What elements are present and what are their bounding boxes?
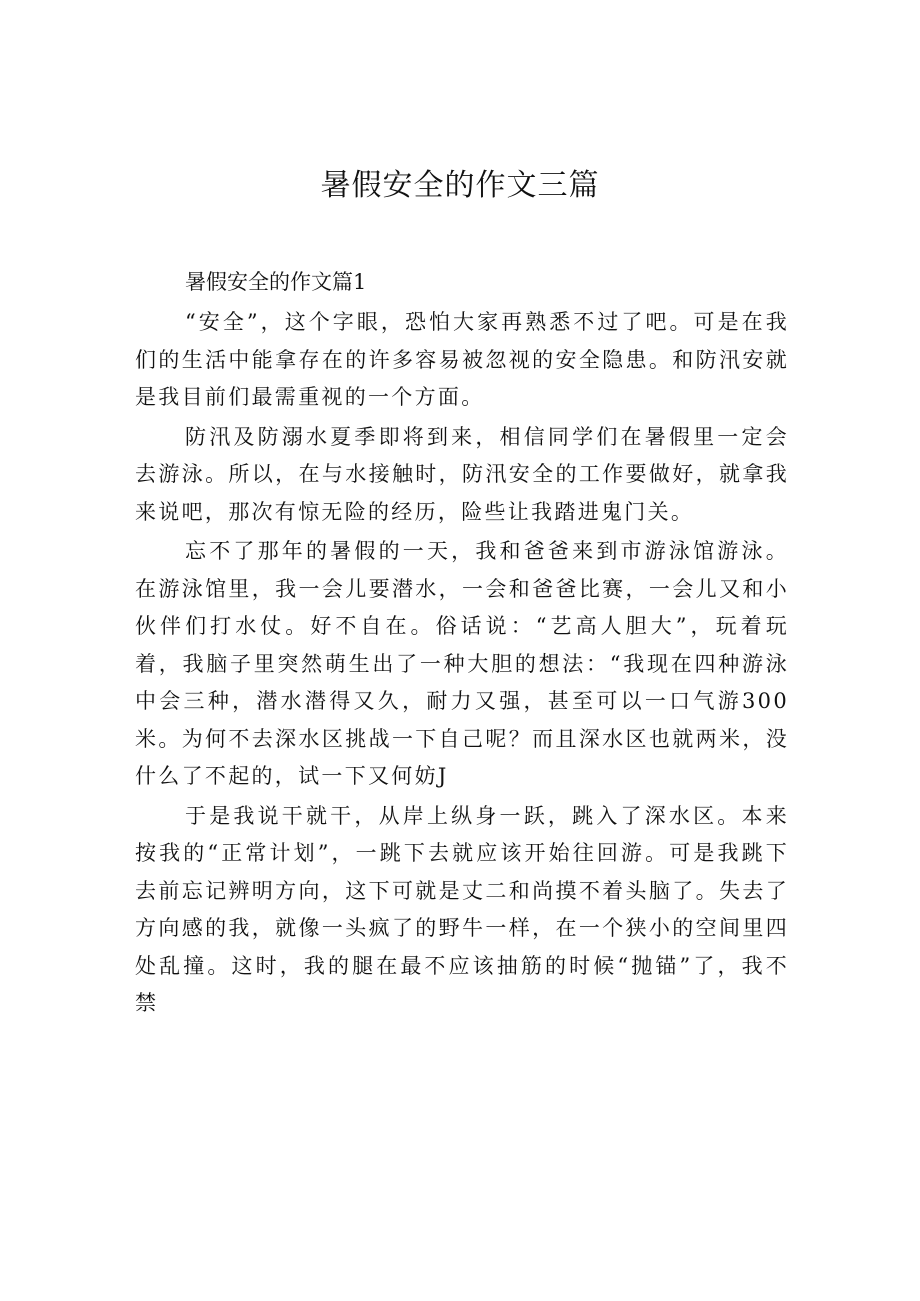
paragraph-3: 忘不了那年的暑假的一天，我和爸爸来到市游泳馆游泳。在游泳馆里，我一会儿要潜水，一会和爸爸比赛，一会儿又和小伙伴们打水仗。好不自在。俗话说：“艺高人胆大”，玩着玩着，我脑子里突然萌生出了一种大胆的想法：“我现在四种游泳中会三种，潜水潜得又久，耐力又强，甚至可以一口气游300米。为何不去深水区挑战一下自己呢？而且深水区也就两米，没什么了不起的，试一下又何妨J: [135, 539, 789, 788]
document-title: 暑假安全的作文三篇: [320, 168, 600, 203]
paragraph-4: 于是我说干就干，从岸上纵身一跃，跳入了深水区。本来按我的“正常计划”，一跳下去就应该开始往回游。可是我跳下去前忘记辨明方向，这下可就是丈二和尚摸不着头脑了。失去了方向感的我，就像一头疯了的野牛一样，在一个狭小的空间里四处乱撞。这时，我的腿在最不应该抽筋的时候“抛锚”了，我不禁: [135, 803, 789, 1015]
document-body: [135, 264, 789, 1023]
paragraph-2: 防汛及防溺水夏季即将到来，相信同学们在暑假里一定会去游泳。所以，在与水接触时，防汛安全的工作要做好，就拿我来说吧，那次有惊无险的经历，险些让我踏进鬼门关。: [135, 424, 789, 524]
paragraph-1: “安全”，这个字眼，恐怕大家再熟悉不过了吧。可是在我们的生活中能拿存在的许多容易被忽视的安全隐患。和防汛安就是我目前们最需重视的一个方面。: [135, 310, 789, 409]
section-heading: 暑假安全的作文篇1: [185, 270, 367, 294]
